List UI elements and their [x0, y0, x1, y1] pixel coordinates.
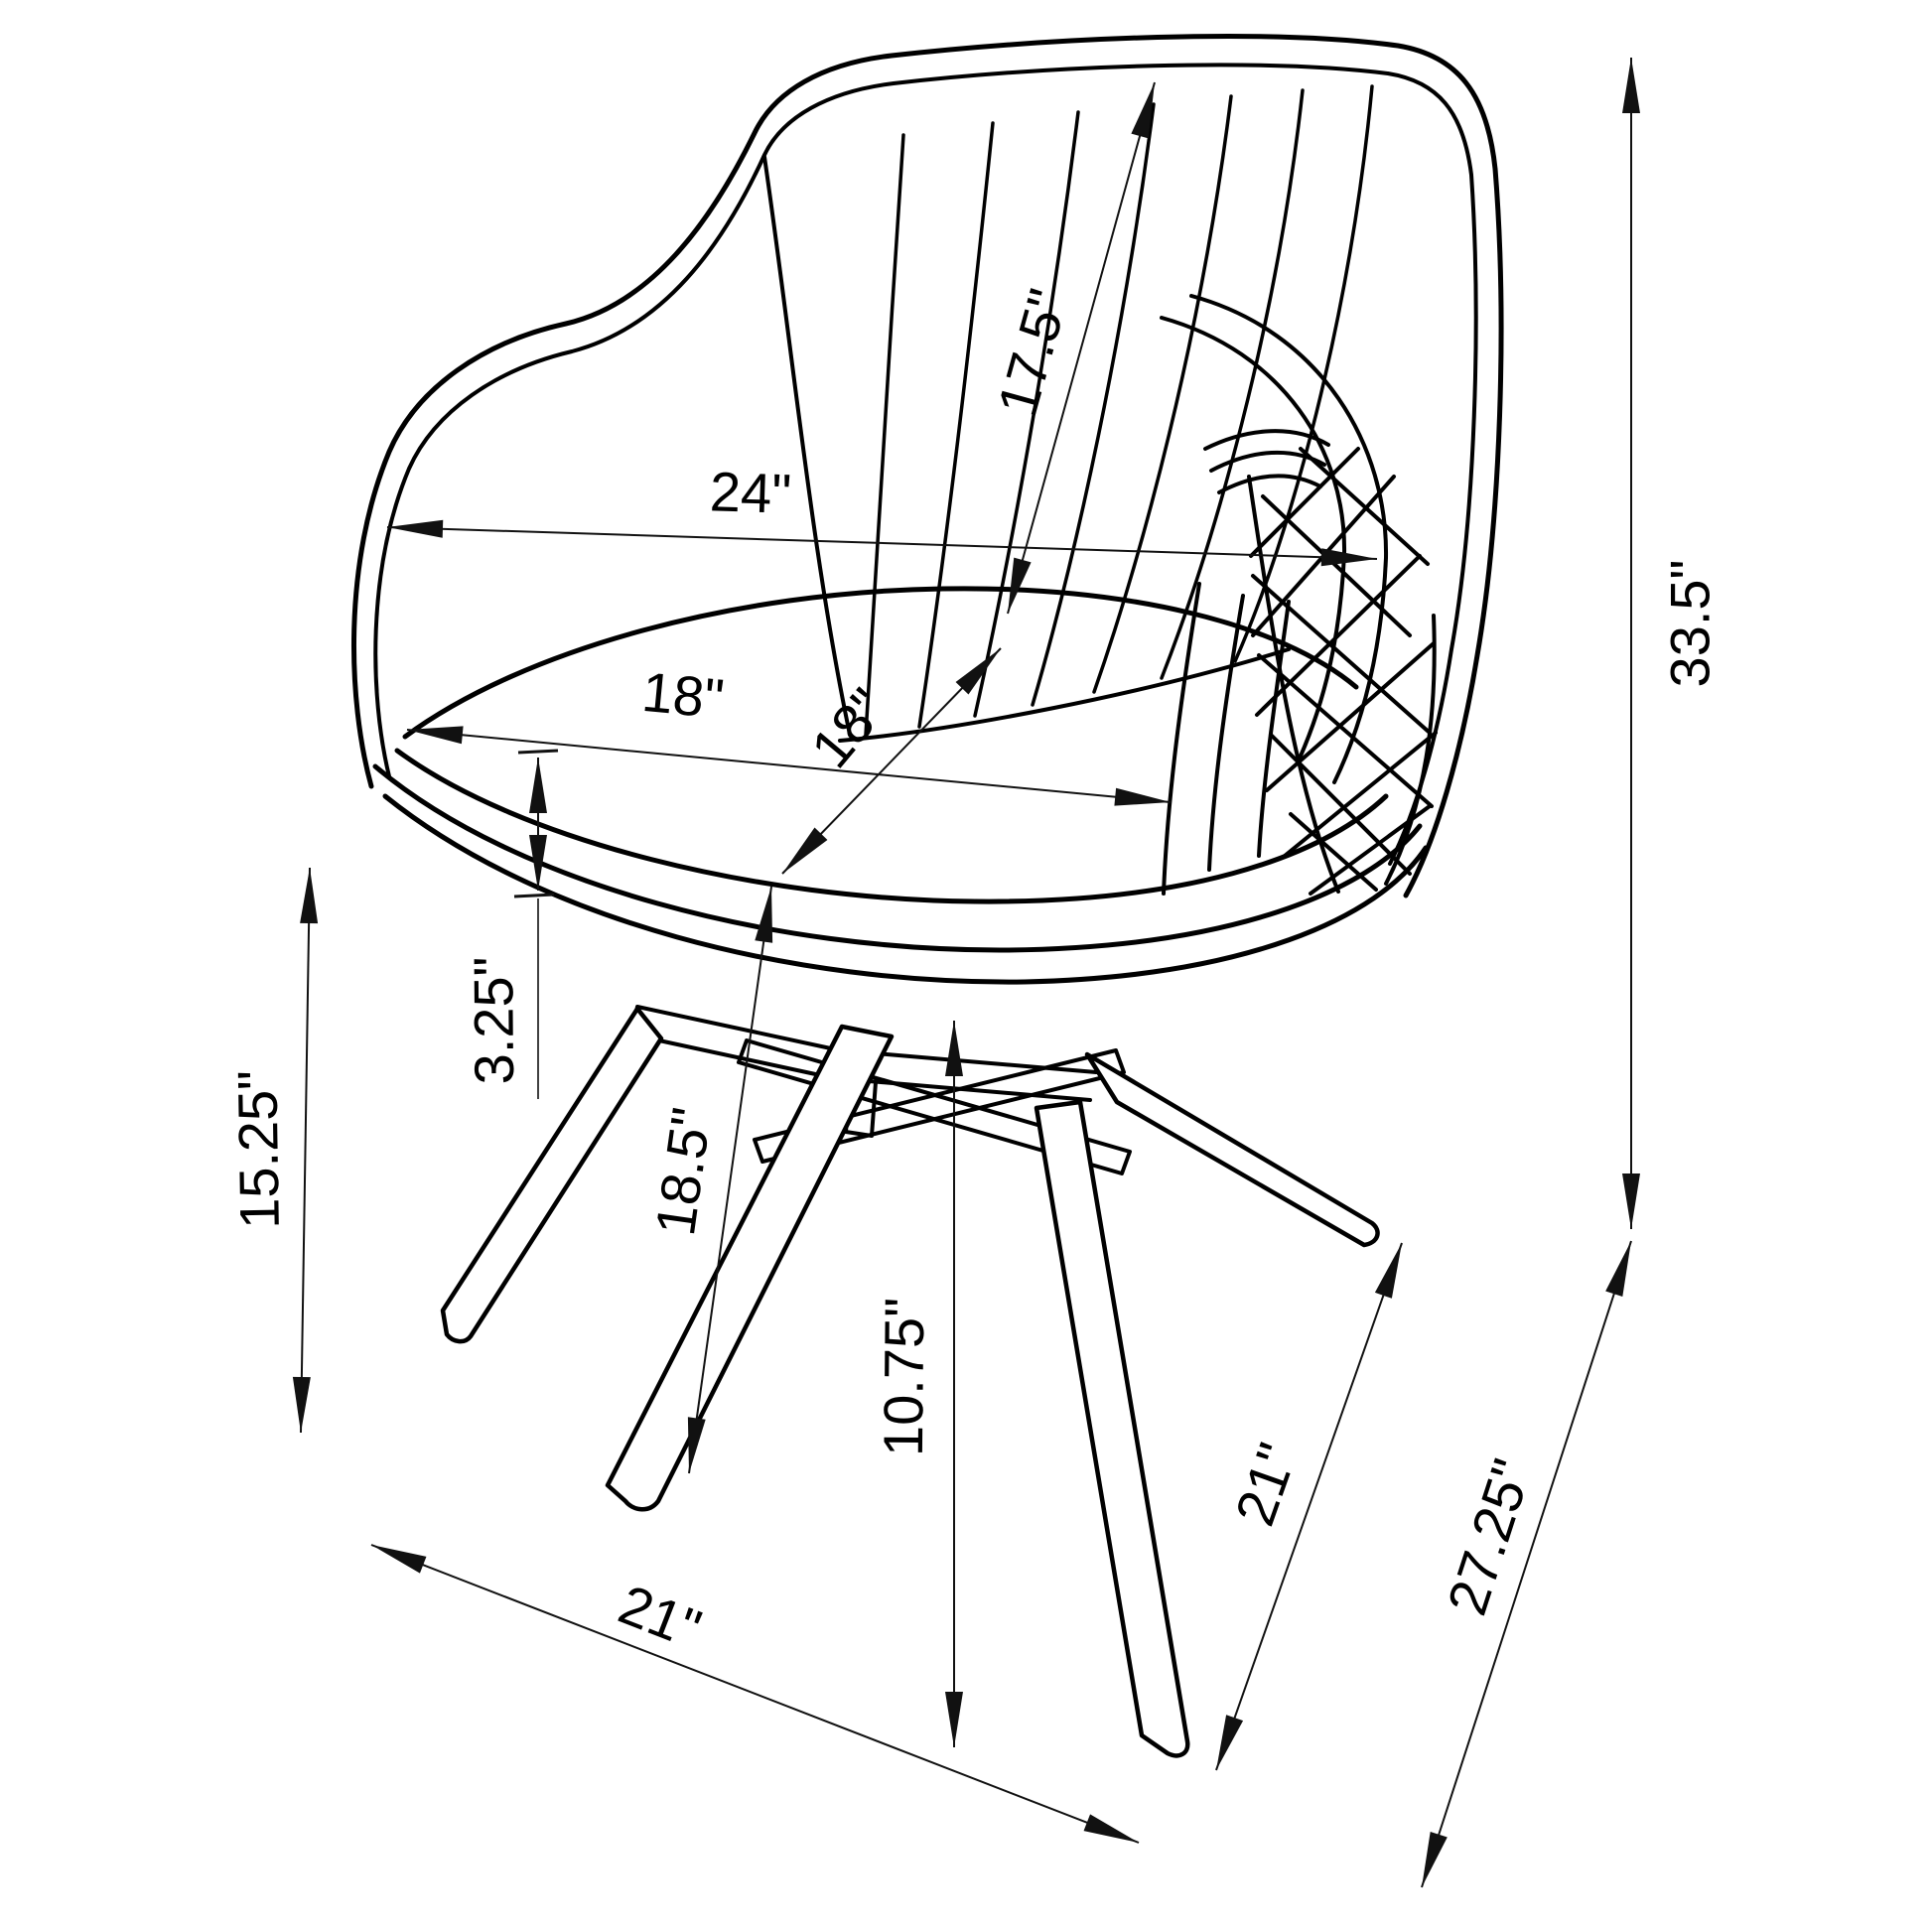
pleat-line	[866, 135, 903, 735]
pleat-line	[919, 123, 993, 727]
dim-label-base-side-depth: 21"	[1222, 1435, 1310, 1534]
dim-label-seat-thickness: 3.25"	[462, 956, 526, 1085]
extension-tick	[514, 895, 554, 897]
dimension-floor-to-seat	[225, 868, 310, 1433]
pleat-line	[1162, 90, 1303, 678]
leg-front-left	[608, 1027, 892, 1509]
lattice-top-arc	[1219, 476, 1320, 492]
dim-label-seat-diagonal: 18.5"	[642, 1103, 724, 1240]
extension-tick	[518, 751, 558, 753]
pleat-line	[1094, 96, 1231, 692]
dim-label-floor-to-seat: 15.25"	[225, 1069, 291, 1230]
dim-label-overall-depth: 27.25"	[1435, 1451, 1544, 1622]
lattice-line	[1301, 449, 1428, 564]
dim-label-seat-width: 18"	[639, 659, 727, 731]
dimension-line	[371, 1545, 1139, 1843]
seat-cushion-bottom	[397, 751, 1386, 901]
dimension-overall-depth	[1422, 1241, 1631, 1887]
dimension-line	[387, 527, 1377, 559]
dimension-line	[782, 648, 1001, 874]
dimension-seat-width	[407, 660, 1171, 802]
dimension-annotations	[225, 58, 1721, 1887]
back-panel-seam	[764, 157, 850, 735]
dim-label-base-width: 21"	[611, 1572, 710, 1661]
dim-label-seat-depth: 18"	[798, 676, 899, 779]
lattice-line	[1267, 643, 1434, 790]
leg-back-right	[1087, 1054, 1378, 1245]
dim-label-overall-height: 33.5"	[1658, 559, 1722, 688]
dimension-line	[301, 868, 310, 1433]
seat-right-tuck	[1164, 584, 1199, 894]
dim-label-underseat-clearance: 10.75"	[871, 1297, 936, 1457]
frame-left-bar	[631, 1007, 840, 1078]
dim-label-back-width: 24"	[708, 460, 793, 525]
lattice-line	[1257, 556, 1420, 715]
back-pleats	[866, 86, 1372, 735]
leg-front-right	[1036, 1102, 1187, 1755]
dimension-overall-height	[1631, 58, 1722, 1229]
pleat-line	[1033, 104, 1154, 705]
seat-right-tuck-2	[1209, 596, 1243, 870]
backrest-inner-piping	[375, 65, 1475, 864]
dimension-base-width	[371, 1545, 1139, 1843]
dimension-seat-thickness	[462, 751, 558, 1099]
dimension-base-side-depth	[1216, 1243, 1402, 1770]
dim-label-back-height: 17.5"	[985, 282, 1080, 423]
dimension-seat-depth	[782, 648, 1001, 874]
dimension-line	[407, 730, 1171, 802]
